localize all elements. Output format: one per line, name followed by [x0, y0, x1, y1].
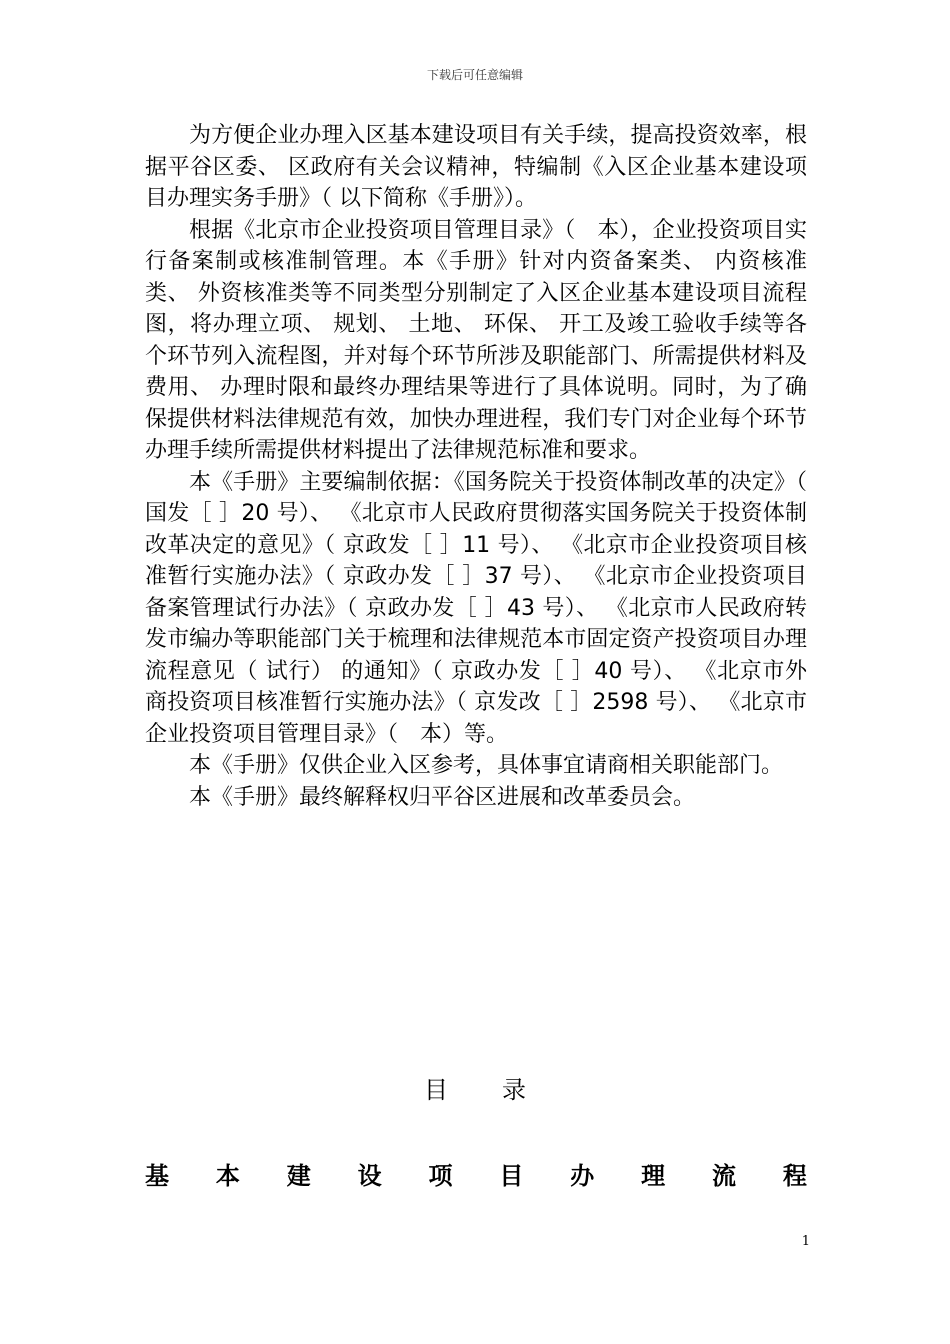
toc-title: 目录 — [424, 1076, 580, 1104]
paragraph-catalog: 根据《北京市企业投资项目管理目录》（ 本），企业投资项目实行备案制或核准制管理。本《手册》针对内资备案类、 内资核准类、 外资核准类等不同类型分别制定了入区企业基本建设项目流程图，将办理立项、 规划、 土地、 环保、 开工及竣工验收手续等各个环节列入流程图，并对每个环节所涉及职能部门、所需提供材料及费用、 办理时限和最终办理结果等进行了具体说明。同时，为了确保提供材料法律规范有效，加快办理进程，我们专门对企业每个环节办理手续所需提供材料提出了法律规范标准和要求。 — [145, 217, 807, 463]
section-heading-char: 项 — [428, 1162, 453, 1190]
header-note: 下载后可任意编辑 — [426, 68, 523, 82]
section-heading-char: 本 — [215, 1162, 240, 1190]
section-heading — [145, 1156, 807, 1191]
paragraph-reference: 本《手册》仅供企业入区参考，具体事宜请商相关职能部门。 — [189, 753, 784, 778]
section-heading-char: 设 — [357, 1162, 382, 1190]
section-heading-char: 流 — [712, 1162, 736, 1190]
section-heading-char: 办 — [570, 1162, 595, 1190]
body-text — [145, 120, 807, 813]
page-number: 1 — [801, 1234, 810, 1249]
paragraph-intro: 为方便企业办理入区基本建设项目有关手续，提高投资效率，根据平谷区委、 区政府有关会议精神，特编制《入区企业基本建设项目办理实务手册》（ 以下简称《手册》）。 — [145, 123, 807, 211]
section-heading-char: 程 — [782, 1162, 807, 1190]
paragraph-interpretation: 本《手册》最终解释权归平谷区进展和改革委员会。 — [189, 784, 696, 810]
section-heading-char: 基 — [145, 1162, 169, 1190]
section-heading-char: 建 — [286, 1162, 311, 1190]
section-heading-char: 理 — [641, 1162, 666, 1190]
section-heading-char: 目 — [499, 1162, 524, 1190]
paragraph-basis: 本《手册》主要编制依据：《国务院关于投资体制改革的决定》（ 国发［ ］20 号）、 《北京市人民政府贯彻落实国务院关于投资体制改革决定的意见》（ 京政发［ ］11 号）、 《北京市企业投资项目核准暂行实施办法》（ 京政办发［ ］37 号）、 《北京市企业投资项目备案管理试行办法》（ 京政办发［ ］43 号）、 《北京市人民政府转发市编办等职能部门关于梳理和法律规范本市固定资产投资项目办理流程意见（ 试行） 的通知》（ 京政办发［ ］40 号）、 《北京市外商投资项目核准暂行实施办法》（ 京发改［ ］2598 号）、 《北京市企业投资项目管理目录》（ 本）等。 — [145, 469, 807, 747]
